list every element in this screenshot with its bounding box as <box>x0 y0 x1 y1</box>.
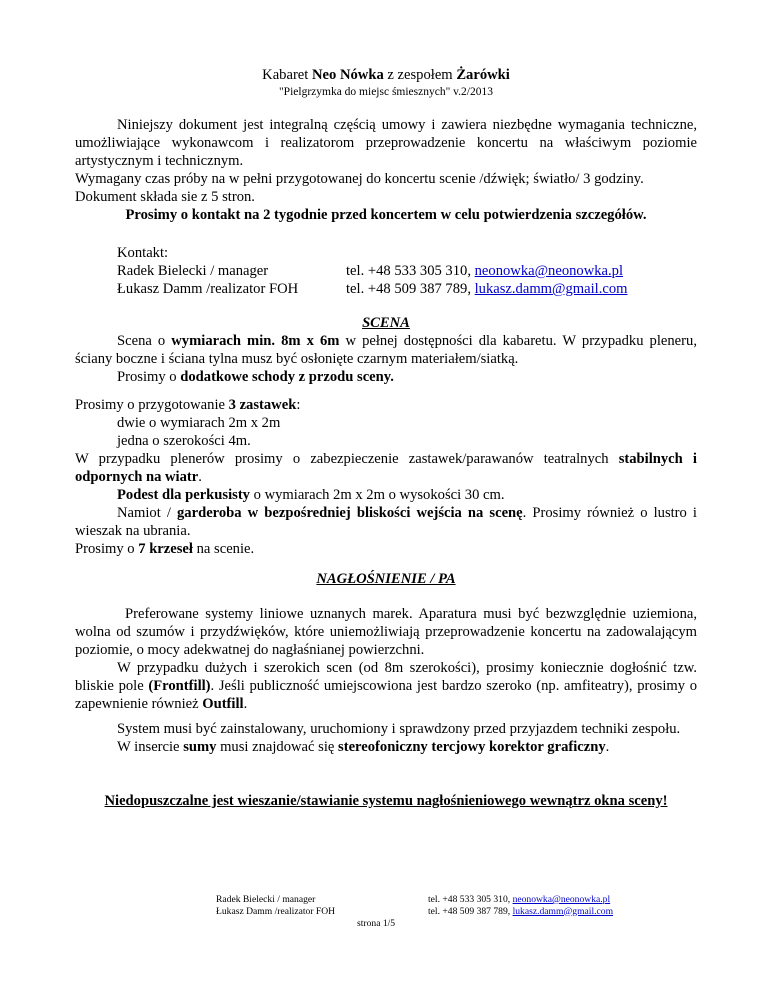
pa-warning: Niedopuszczalne jest wieszanie/stawianie systemu nagłośnieniowego wewnątrz okna sceny! <box>104 793 668 809</box>
cabaret-name: Neo Nówka <box>312 67 384 83</box>
intro-paragraph-3: Dokument składa sie z 5 stron. <box>75 189 255 205</box>
scena-paragraph-2: Prosimy o dodatkowe schody z przodu sceny. <box>117 369 394 385</box>
footer-email-link[interactable]: lukasz.damm@gmail.com <box>512 905 614 917</box>
intro-paragraph-2: Wymagany czas próby na w pełni przygotowanej do koncertu scenie /dźwięk; światło/ 3 godziny. <box>75 171 644 187</box>
footer-email-link[interactable]: neonowka@neonowka.pl <box>512 894 611 905</box>
pa-paragraph-2: W przypadku dużych i szerokich scen (od 8m szerokości), prosimy koniecznie dogłośnić tzw. bliskie pole (Frontfill). Jeśli publiczność umiejscowiona jest bardzo szeroko (np. amfiteatry), prosimy o zapewnienie również Outfill. <box>75 660 697 712</box>
contact-row <box>117 262 627 280</box>
footer-name: Łukasz Damm /realizator FOH <box>216 905 336 917</box>
contact-section <box>117 244 627 298</box>
pa-heading: NAGŁOŚNIENIE / PA <box>316 571 456 587</box>
list-item: dwie o wymiarach 2m x 2m <box>117 415 281 431</box>
zastawki-section <box>75 396 697 504</box>
document-title <box>75 66 697 84</box>
footer-contact: tel. +48 533 305 310, neonowka@neonowka.pl <box>428 894 611 905</box>
list-item: jedna o szerokości 4m. <box>117 433 251 449</box>
footer-contact: tel. +48 509 387 789, lukasz.damm@gmail.com <box>428 905 614 917</box>
contact-name: Radek Bielecki / manager <box>117 263 269 279</box>
pa-paragraph-4: W insercie sumy musi znajdować się stereofoniczny tercjowy korektor graficzny. <box>117 739 610 755</box>
contact-email-link[interactable]: lukasz.damm@gmail.com <box>474 281 628 297</box>
band-name: Żarówki <box>456 67 510 83</box>
footer-name: Radek Bielecki / manager <box>216 894 316 905</box>
pa-section <box>75 605 697 713</box>
scena-heading: SCENA <box>362 315 410 331</box>
zastawki-paragraph: Prosimy o przygotowanie 3 zastawek: <box>75 397 301 413</box>
contact-email-link[interactable]: neonowka@neonowka.pl <box>474 263 624 279</box>
footer-names <box>216 894 335 917</box>
intro-section <box>75 116 697 206</box>
pa-system-section <box>75 720 697 756</box>
title-mid: z zespołem <box>383 67 457 83</box>
krzesla-paragraph: Prosimy o 7 krzeseł na scenie. <box>75 541 255 557</box>
page-number: strona 1/5 <box>357 918 396 929</box>
contact-request: Prosimy o kontakt na 2 tygodnie przed koncertem w celu potwierdzenia szczegółów. <box>125 207 647 223</box>
contact-label: Kontakt: <box>117 245 169 261</box>
intro-paragraph-1: Niniejszy dokument jest integralną częścią umowy i zawiera niezbędne wymagania techniczne, umożliwiające wykonawcom i realizatorom przeprowadzenie koncertu na właściwym poziomie artystycznym i technicznym. <box>75 117 697 169</box>
footer-contacts <box>428 894 613 917</box>
title-prefix: Kabaret <box>262 67 312 83</box>
pa-paragraph-1: Preferowane systemy liniowe uznanych marek. Aparatura musi być bezwzględnie uziemiona, wolna od szumów i przydźwięków, które uniemożliwiają przeprowadzenie koncertu na zadowalającym poziomie, o mocy adekwatnej do nagłaśnianej powierzchni. <box>75 606 697 658</box>
scena-section <box>75 332 697 386</box>
document-subtitle: "Pielgrzymka do miejsc śmiesznych" v.2/2013 <box>278 86 493 98</box>
contact-phone: tel. +48 509 387 789, <box>346 281 475 297</box>
plener-paragraph: W przypadku plenerów prosimy o zabezpieczenie zastawek/parawanów teatralnych stabilnych i odpornych na wiatr. <box>75 451 697 485</box>
contact-phone: tel. +48 533 305 310, <box>346 263 475 279</box>
scena-paragraph-1: Scena o wymiarach min. 8m x 6m w pełnej dostępności dla kabaretu. W przypadku pleneru, ściany boczne i ściana tylna musz być osłonięte czarnym materiałem/siatką. <box>75 333 697 367</box>
contact-row <box>117 280 627 298</box>
contact-name: Łukasz Damm /realizator FOH <box>117 281 299 297</box>
garderoba-paragraph: Namiot / garderoba w bezpośredniej bliskości wejścia na scenę. Prosimy również o lustro i wieszak na ubrania. <box>75 505 697 539</box>
podest-paragraph: Podest dla perkusisty o wymiarach 2m x 2m o wysokości 30 cm. <box>117 487 505 503</box>
garderoba-section <box>75 504 697 558</box>
pa-paragraph-3: System musi być zainstalowany, uruchomiony i sprawdzony przed przyjazdem techniki zespołu. <box>117 721 681 737</box>
